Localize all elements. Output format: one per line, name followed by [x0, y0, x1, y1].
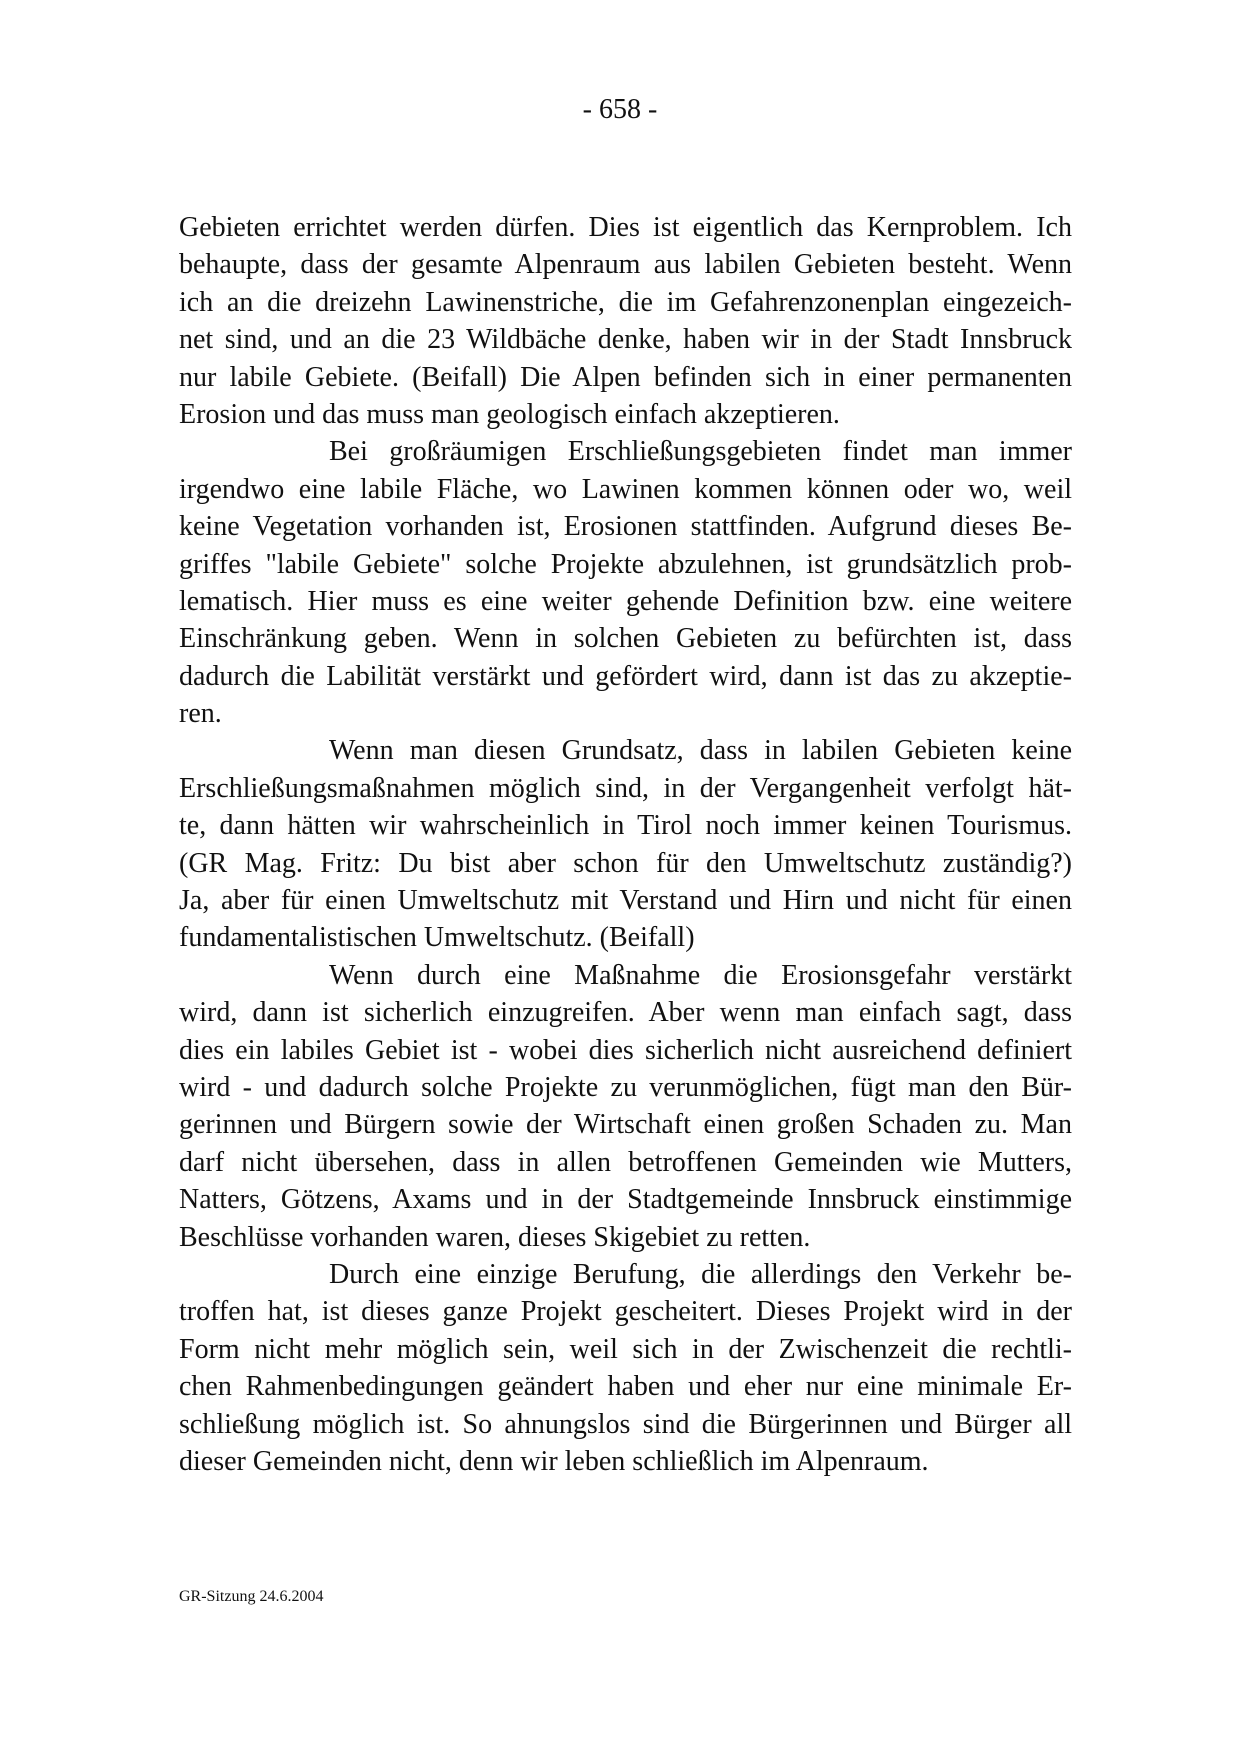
text-line: te, dann hätten wir wahrscheinlich in Tirol noch immer keinen Tourismus.	[179, 810, 1072, 842]
text-line: behaupte, dass der gesamte Alpenraum aus labilen Gebieten besteht. Wenn	[179, 249, 1072, 281]
paragraph	[179, 209, 1072, 433]
text-line: troffen hat, ist dieses ganze Projekt gescheitert. Dieses Projekt wird in der	[179, 1296, 1072, 1328]
text-line: dies ein labiles Gebiet ist - wobei dies sicherlich nicht ausreichend definiert	[179, 1034, 1072, 1066]
text-line: keine Vegetation vorhanden ist, Erosionen stattfinden. Aufgrund dieses Be-	[179, 511, 1072, 543]
paragraph	[179, 1256, 1072, 1480]
text-line: Gebieten errichtet werden dürfen. Dies ist eigentlich das Kernproblem. Ich	[179, 212, 1072, 243]
paragraph	[179, 433, 1072, 732]
text-line: chen Rahmenbedingungen geändert haben und eher nur eine minimale Er-	[179, 1371, 1072, 1403]
text-line: irgendwo eine labile Fläche, wo Lawinen kommen können oder wo, weil	[179, 473, 1072, 505]
paragraph	[179, 957, 1072, 1256]
text-line: Bei großräumigen Erschließungsgebieten findet man immer	[329, 436, 1072, 468]
text-line: net sind, und an die 23 Wildbäche denke, haben wir in der Stadt Innsbruck	[179, 324, 1072, 356]
text-line: dadurch die Labilität verstärkt und gefördert wird, dann ist das zu akzeptie-	[179, 660, 1072, 692]
text-line: ich an die dreizehn Lawinenstriche, die im Gefahrenzonenplan eingezeich-	[179, 286, 1072, 318]
text-line: ren.	[179, 698, 222, 730]
text-line: Einschränkung geben. Wenn in solchen Gebieten zu befürchten ist, dass	[179, 623, 1072, 655]
text-line: Natters, Götzens, Axams und in der Stadtgemeinde Innsbruck einstimmige	[179, 1184, 1072, 1216]
paragraph	[179, 732, 1072, 956]
text-line: dieser Gemeinden nicht, denn wir leben schließlich im Alpenraum.	[179, 1445, 929, 1477]
text-line: Form nicht mehr möglich sein, weil sich in der Zwischenzeit die rechtli-	[179, 1333, 1072, 1365]
text-line: nur labile Gebiete. (Beifall) Die Alpen befinden sich in einer permanenten	[179, 361, 1072, 393]
text-line: wird, dann ist sicherlich einzugreifen. Aber wenn man einfach sagt, dass	[179, 997, 1072, 1029]
text-line: lematisch. Hier muss es eine weiter gehende Definition bzw. eine weitere	[179, 585, 1072, 617]
text-line: griffes "labile Gebiete" solche Projekte abzulehnen, ist grundsätzlich prob-	[179, 548, 1072, 580]
text-line: fundamentalistischen Umweltschutz. (Beifall)	[179, 922, 695, 954]
text-line: Wenn man diesen Grundsatz, dass in labilen Gebieten keine	[329, 735, 1072, 767]
text-line: Durch eine einzige Berufung, die allerdings den Verkehr be-	[329, 1258, 1072, 1290]
text-line: (GR Mag. Fritz: Du bist aber schon für den Umweltschutz zuständig?)	[179, 847, 1072, 879]
text-line: darf nicht übersehen, dass in allen betroffenen Gemeinden wie Mutters,	[179, 1146, 1072, 1178]
text-line: Ja, aber für einen Umweltschutz mit Verstand und Hirn und nicht für einen	[179, 885, 1072, 917]
footer-session-date: GR-Sitzung 24.6.2004	[179, 1588, 324, 1605]
text-line: Erschließungsmaßnahmen möglich sind, in der Vergangenheit verfolgt hät-	[179, 772, 1072, 804]
page-number: - 658 -	[582, 94, 658, 125]
text-line: schließung möglich ist. So ahnungslos sind die Bürgerinnen und Bürger all	[179, 1408, 1072, 1440]
text-line: Wenn durch eine Maßnahme die Erosionsgefahr verstärkt	[329, 959, 1072, 991]
text-line: Beschlüsse vorhanden waren, dieses Skigebiet zu retten.	[179, 1221, 811, 1253]
document-body	[179, 209, 1072, 1480]
text-line: wird - und dadurch solche Projekte zu verunmöglichen, fügt man den Bür-	[179, 1071, 1072, 1103]
text-line: gerinnen und Bürgern sowie der Wirtschaft einen großen Schaden zu. Man	[179, 1109, 1072, 1141]
text-line: Erosion und das muss man geologisch einfach akzeptieren.	[179, 398, 840, 430]
